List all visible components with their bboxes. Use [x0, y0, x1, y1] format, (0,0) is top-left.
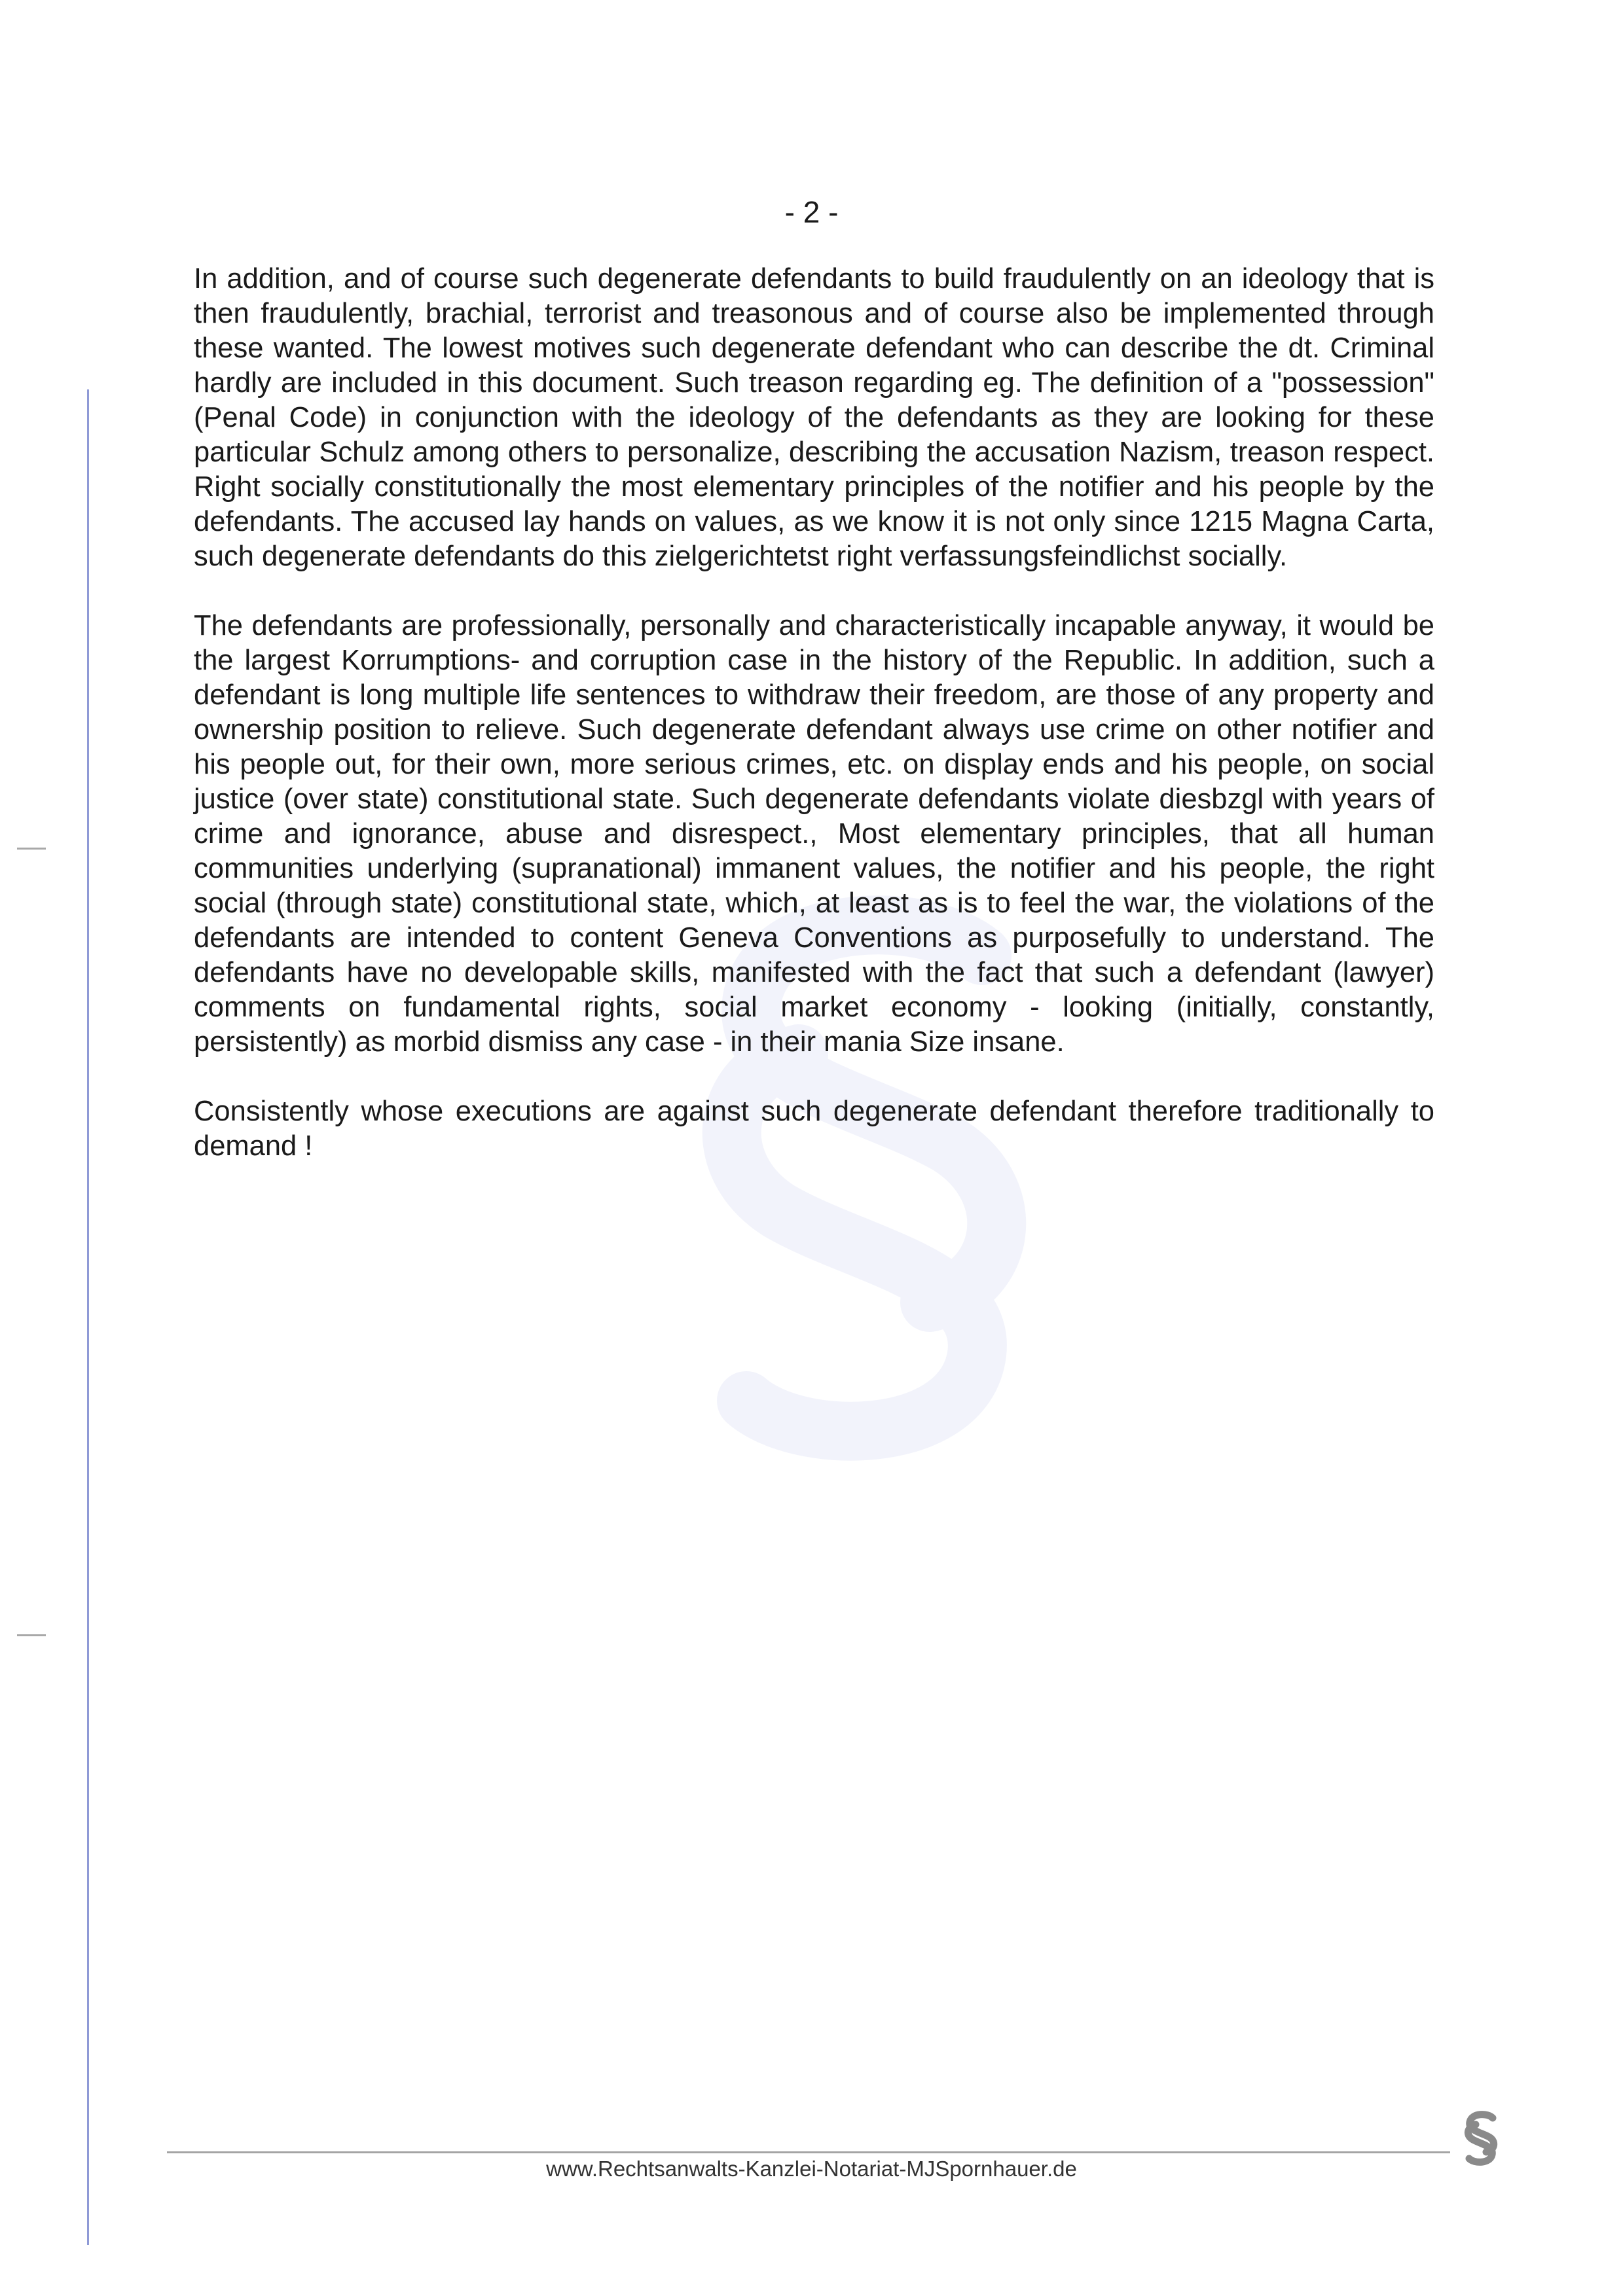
- page-number: - 2 -: [784, 195, 839, 229]
- fold-mark: [17, 1634, 46, 1636]
- body-paragraph: In addition, and of course such degenerate defendants to build fraudulently on an ideology that is then fraudulently, brachial, terrorist and treasonous and of course also be implemented through these wanted. The lowest motives such degenerate defendant who can describe the dt. Criminal hardly are included in this document. Such treason regarding eg. The definition of a "possession" (Penal Code) in conjunction with the ideology of the defendants as they are looking for these particular Schulz among others to personalize, describing the accusation Nazism, treason respect. Right socially constitutionally the most elementary principles of the notifier and his people by the defendants. The accused lay hands on values, as we know it is not only since 1215 Magna Carta, such degenerate defendants do this zielgerichtetst right verfassungsfeindlichst socially.: [194, 263, 1434, 572]
- footer-website: www.Rechtsanwalts-Kanzlei-Notariat-MJSpornhauer.de: [546, 2157, 1077, 2181]
- left-margin-rule: [87, 389, 89, 2245]
- body-paragraph: Consistently whose executions are against such degenerate defendant therefore traditionally to demand !: [194, 1096, 1434, 1162]
- document-body: [194, 262, 1434, 1198]
- fold-mark: [17, 848, 46, 850]
- footer-rule: [167, 2151, 1450, 2153]
- body-paragraph: The defendants are professionally, personally and characteristically incapable anyway, it would be the largest Korrumptions- and corruption case in the history of the Republic. In addition, such a defendant is long multiple life sentences to withdraw their freedom, are those of any property and ownership position to relieve. Such degenerate defendant always use crime on other notifier and his people out, for their own, more serious crimes, etc. on display ends and his people, on social justice (over state) constitutional state. Such degenerate defendants violate diesbzgl with years of crime and ignorance, abuse and disrespect., Most elementary principles, that all human communities underlying (supranational) immanent values, the notifier and his people, the right social (through state) constitutional state, which, at least as is to feel the war, the violations of the defendants are intended to content Geneva Conventions as purposefully to understand. The defendants have no developable skills, manifested with the fact that such a defendant (lawyer) comments on fundamental rights, social market economy - looking (initially, constantly, persistently) as morbid dismiss any case - in their mania Size insane.: [194, 610, 1434, 1058]
